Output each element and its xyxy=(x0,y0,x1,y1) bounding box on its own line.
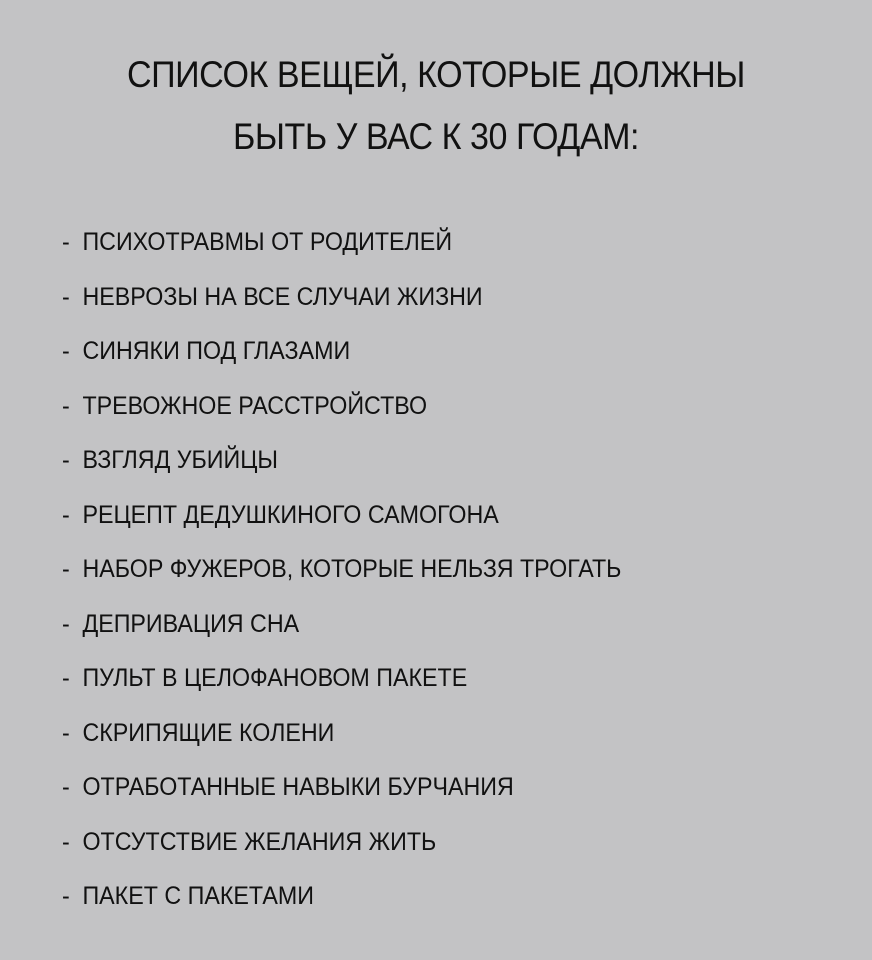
list-item xyxy=(62,324,621,379)
list-item-text: ОТРАБОТАННЫЕ НАВЫКИ БУРЧАНИЯ xyxy=(82,773,514,801)
list-item xyxy=(62,433,621,488)
list-item xyxy=(62,270,621,325)
list-item-text: НЕВРОЗЫ НА ВСЕ СЛУЧАИ ЖИЗНИ xyxy=(82,282,483,311)
list-bullet: - xyxy=(62,609,70,638)
list-bullet: - xyxy=(62,500,70,529)
list-item-text: ПСИХОТРАВМЫ ОТ РОДИТЕЛЕЙ xyxy=(82,228,453,256)
list-item xyxy=(62,488,621,543)
list-bullet: - xyxy=(62,718,70,747)
list-item-text: РЕЦЕПТ ДЕДУШКИНОГО САМОГОНА xyxy=(82,500,499,529)
list-bullet: - xyxy=(62,228,70,256)
list-item xyxy=(62,651,621,706)
title-line-2: БЫТЬ У ВАС К 30 ГОДАМ: xyxy=(232,116,640,157)
title-line-1: СПИСОК ВЕЩЕЙ, КОТОРЫЕ ДОЛЖНЫ xyxy=(127,54,745,95)
list-bullet: - xyxy=(62,555,70,583)
list-bullet: - xyxy=(62,446,70,474)
list-bullet: - xyxy=(62,664,70,692)
list-item-text: ПАКЕТ С ПАКЕТАМИ xyxy=(82,882,314,910)
list-item xyxy=(62,542,621,597)
list-item-text: СКРИПЯЩИЕ КОЛЕНИ xyxy=(82,718,335,747)
list-item xyxy=(62,597,621,652)
list-bullet: - xyxy=(62,337,70,365)
list-item-text: НАБОР ФУЖЕРОВ, КОТОРЫЕ НЕЛЬЗЯ ТРОГАТЬ xyxy=(82,555,622,583)
list-bullet: - xyxy=(62,773,70,801)
list-bullet: - xyxy=(62,391,70,420)
list-item xyxy=(62,706,621,761)
poster-title xyxy=(35,44,837,168)
list-bullet: - xyxy=(62,827,70,856)
list-item xyxy=(62,760,621,815)
list-item-text: ПУЛЬТ В ЦЕЛОФАНОВОМ ПАКЕТЕ xyxy=(82,664,468,692)
list-item xyxy=(62,215,621,270)
list-item-text: ТРЕВОЖНОЕ РАССТРОЙСТВО xyxy=(82,391,428,420)
items-list xyxy=(62,215,664,924)
list-item-text: СИНЯКИ ПОД ГЛАЗАМИ xyxy=(82,337,351,365)
list-item-text: ДЕПРИВАЦИЯ СНА xyxy=(82,609,300,638)
list-item-text: ВЗГЛЯД УБИЙЦЫ xyxy=(82,446,279,474)
list-bullet: - xyxy=(62,282,70,311)
list-item xyxy=(62,379,621,434)
list-item-text: ОТСУТСТВИЕ ЖЕЛАНИЯ ЖИТЬ xyxy=(82,827,437,856)
list-bullet: - xyxy=(62,882,70,910)
list-item xyxy=(62,815,621,870)
list-item xyxy=(62,869,621,924)
